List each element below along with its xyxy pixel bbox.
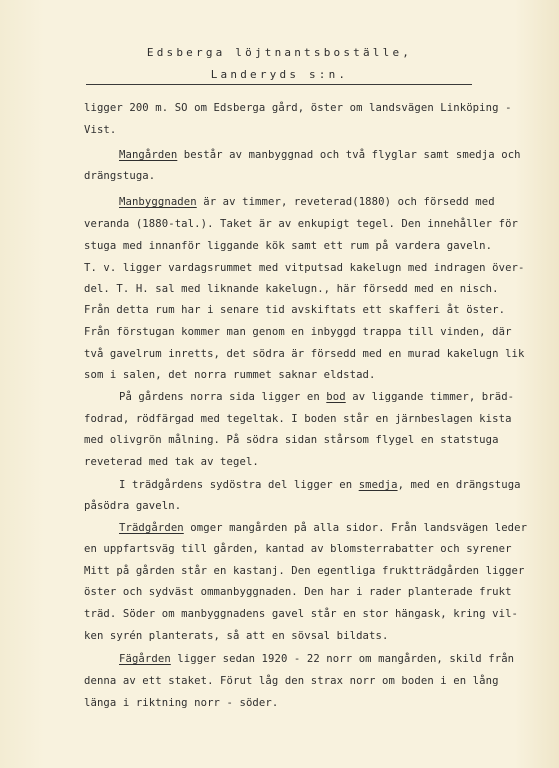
underlined-term: smedja — [358, 479, 398, 491]
text-line: Mitt på gården står en kastanj. Den egentliga fruktträdgården ligger — [84, 565, 525, 577]
text-line: länga i riktning norr - söder. — [84, 697, 279, 709]
text-line: träd. Söder om manbyggnadens gavel står en stor hängask, kring vil- — [84, 608, 519, 620]
text-line: stuga med innanför liggande kök samt ett rum på vardera gaveln. — [84, 240, 493, 252]
text-line: Manbyggnaden är av timmer, reveterad(1880) och försedd med — [119, 196, 495, 208]
text-line: som i salen, det norra rummet saknar eldstad. — [84, 369, 376, 381]
underlined-term: Fägården — [119, 653, 171, 665]
document-title: Edsberga löjtnantsboställe, — [146, 46, 413, 59]
text-line: med olivgrön målning. På södra sidan stårsom flygel en statstuga — [84, 434, 499, 446]
text-line: denna av ett staket. Förut låg den strax norr om boden i en lång — [84, 675, 499, 687]
text-line: På gårdens norra sida ligger en bod av liggande timmer, bräd- — [119, 391, 515, 403]
text-line: öster och sydväst ommanbyggnaden. Den har i rader planterade frukt — [84, 586, 512, 598]
parish-subtitle: Landeryds s:n. — [210, 68, 349, 81]
text-line: Fägården ligger sedan 1920 - 22 norr om mangården, skild från — [119, 653, 515, 665]
text-line: T. v. ligger vardagsrummet med vitputsad kakelugn med indragen över- — [84, 262, 525, 274]
title-underline — [86, 84, 472, 85]
text-line: fodrad, rödfärgad med tegeltak. I boden står en järnbeslagen kista — [84, 413, 512, 425]
text-line: I trädgårdens sydöstra del ligger en smedja, med en drängstuga — [119, 479, 521, 491]
text-line: Vist. — [84, 124, 117, 136]
text-line: två gavelrum inretts, det södra är försedd med en murad kakelugn lik — [84, 348, 525, 360]
text-line: Från detta rum har i senare tid avskiftats ett skafferi åt öster. — [84, 304, 506, 316]
text-line: Mangården består av manbyggnad och två flyglar samt smedja och — [119, 149, 521, 161]
text-line: ken syrén planterats, så att en sövsal bildats. — [84, 630, 389, 642]
underlined-term: bod — [326, 391, 346, 403]
text-line: en uppfartsväg till gården, kantad av blomsterrabatter och syrener — [84, 543, 512, 555]
text-line: del. T. H. sal med liknande kakelugn., här försedd med en nisch. — [84, 283, 499, 295]
text-line: veranda (1880-tal.). Taket är av enkupigt tegel. Den innehåller för — [84, 218, 519, 230]
text-line: påsödra gaveln. — [84, 500, 182, 512]
text-line: ligger 200 m. SO om Edsberga gård, öster om landsvägen Linköping - — [84, 102, 512, 114]
text-line: drängstuga. — [84, 170, 156, 182]
underlined-term: Manbyggnaden — [119, 196, 197, 208]
underlined-term: Trädgården — [119, 522, 184, 534]
text-line: reveterad med tak av tegel. — [84, 456, 259, 468]
text-line: Från förstugan kommer man genom en inbyggd trappa till vinden, där — [84, 326, 512, 338]
text-line: Trädgården omger mangården på alla sidor. Från landsvägen leder — [119, 522, 528, 534]
underlined-term: Mangården — [119, 149, 178, 161]
